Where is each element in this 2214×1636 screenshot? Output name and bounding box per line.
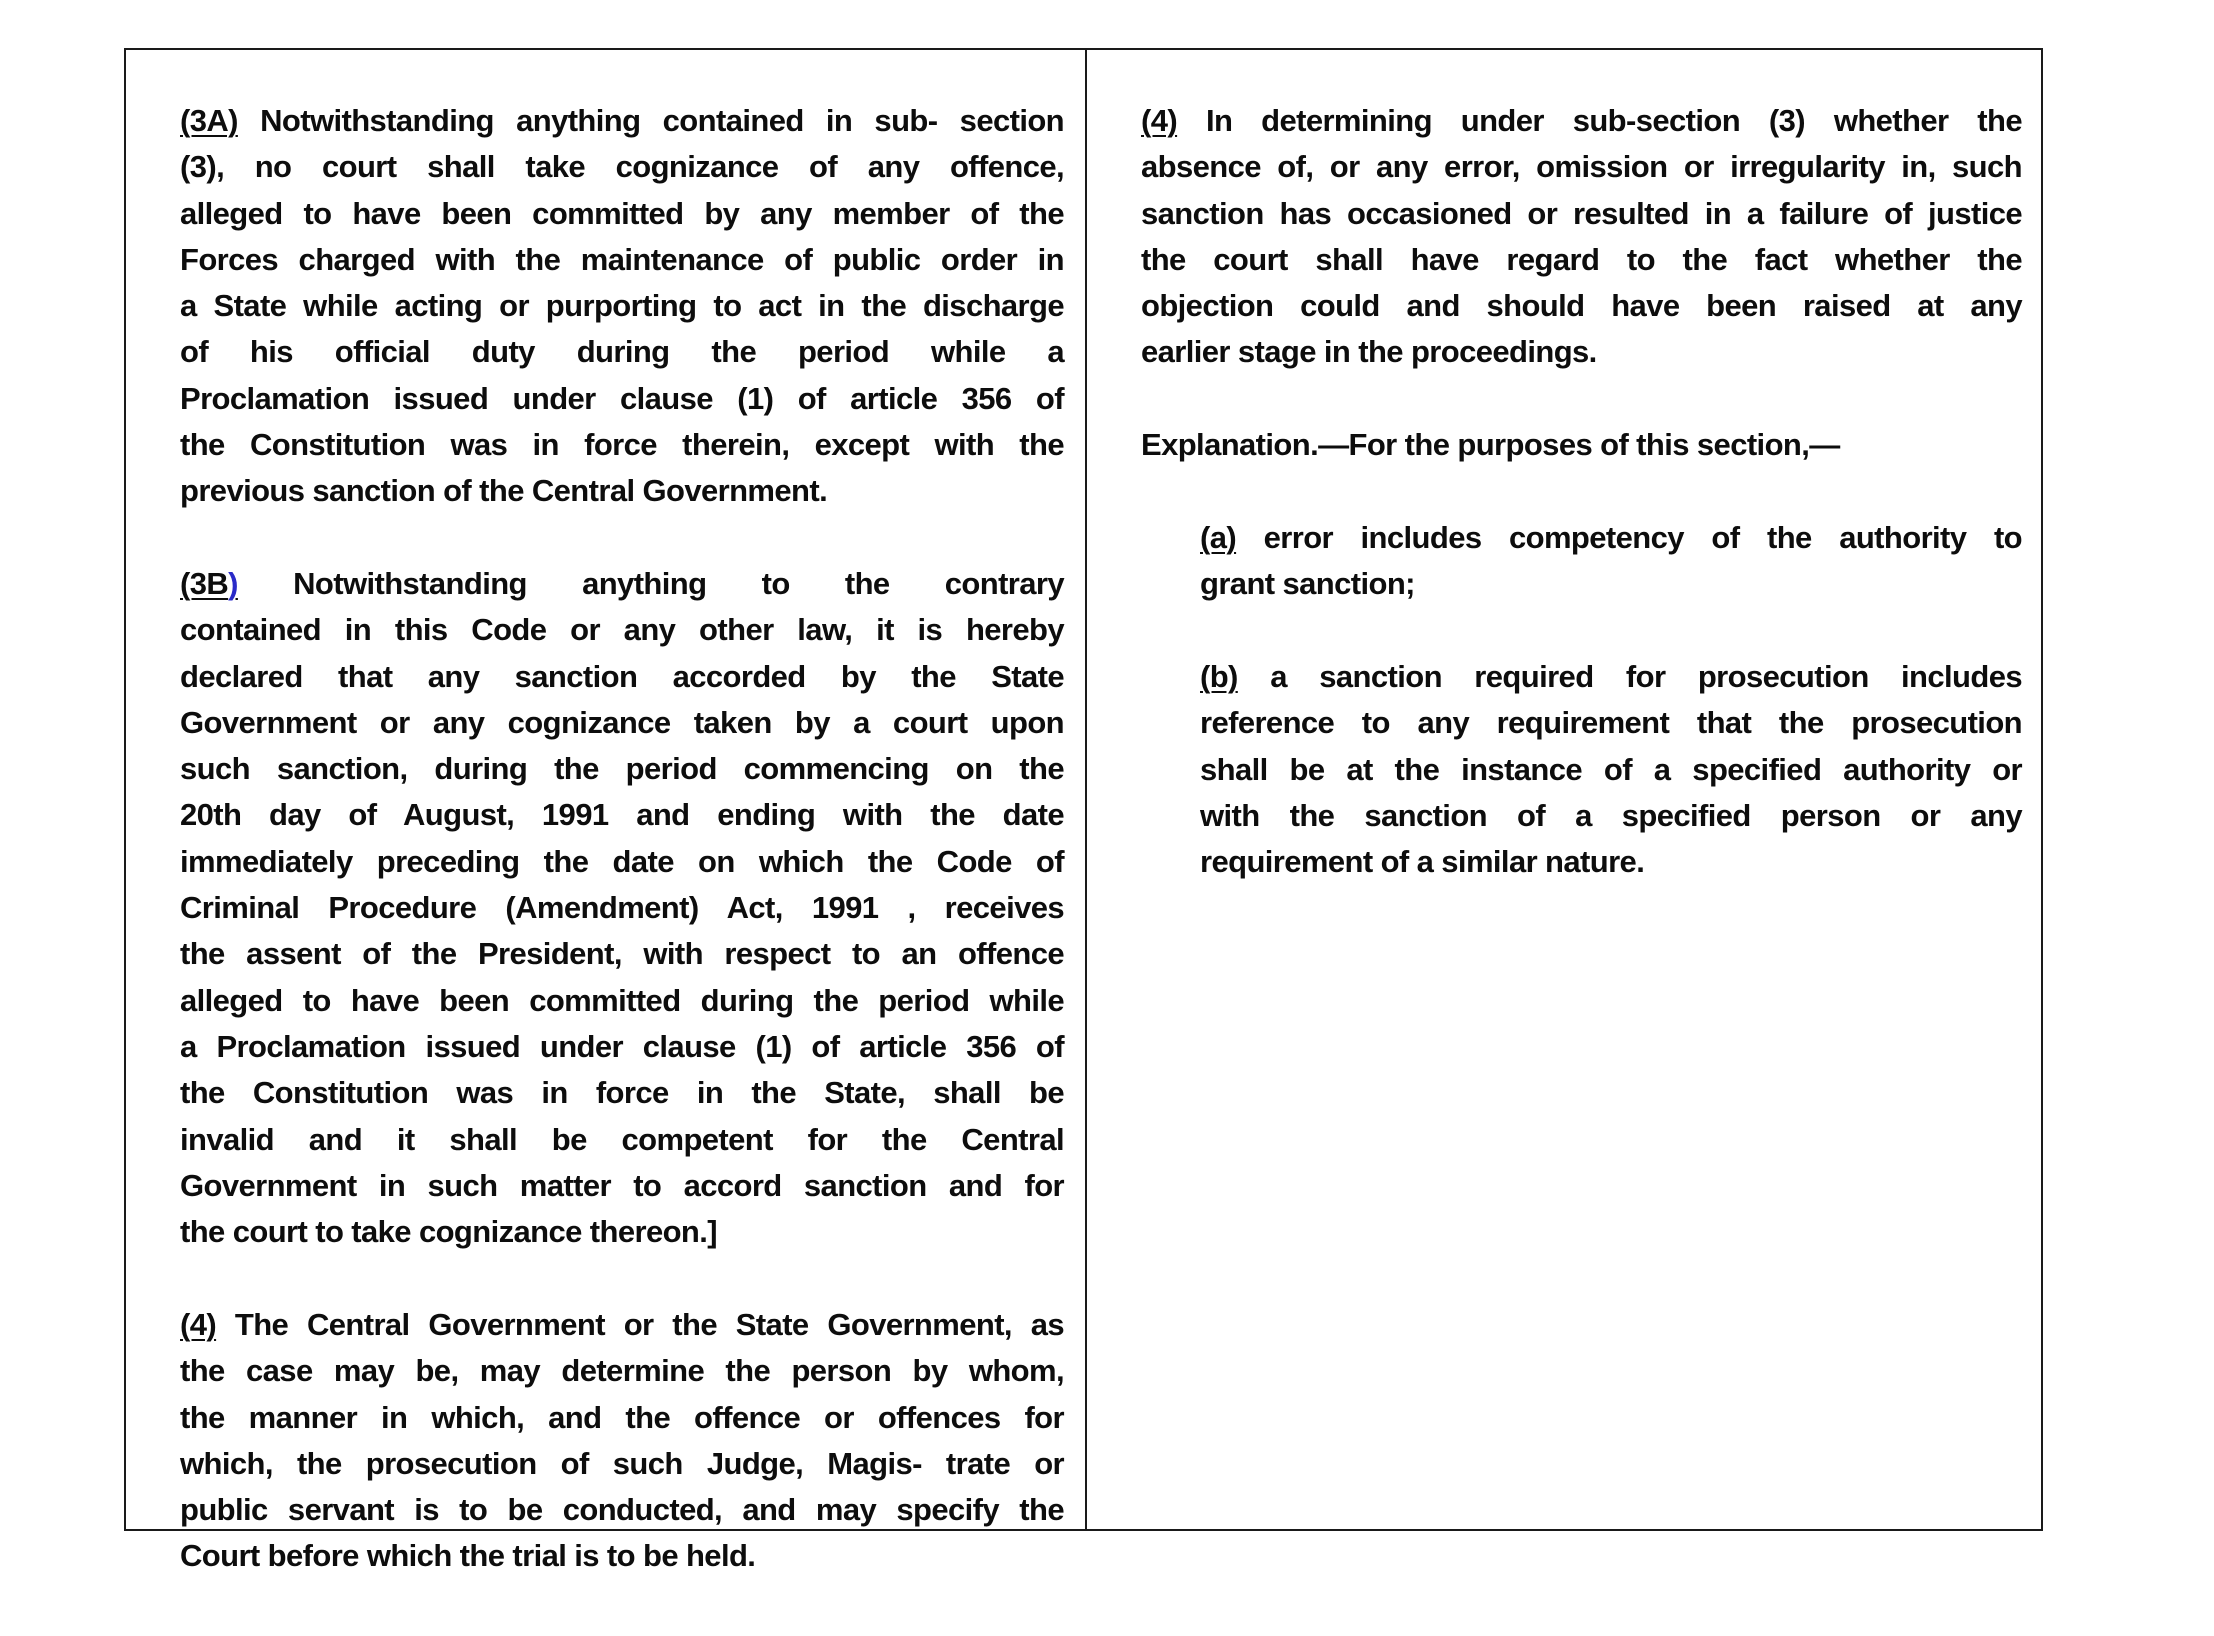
explanation-item-b: [1200, 654, 2022, 885]
section-label-4: (4): [180, 1307, 217, 1342]
line-text: The Central Government or the State Government, as: [234, 1307, 1065, 1342]
text-line: reference to any requirement that the prosecution: [1200, 705, 2022, 741]
text-line: [180, 98, 1064, 144]
explanation-item-a: [1200, 515, 2022, 608]
label-link-paren[interactable]: ): [228, 566, 238, 601]
text-line: contained in this Code or any other law, it is hereby: [180, 612, 1064, 648]
text-line: objection could and should have been raised at any: [1141, 288, 2022, 324]
text-line: the court to take cognizance thereon.]: [180, 1214, 718, 1250]
explanation-heading: [1141, 422, 2022, 468]
text-line: Proclamation issued under clause (1) of article 356 of: [180, 380, 1064, 416]
text-line-clipped: Court before which the trial is to be held.: [180, 1538, 756, 1574]
text-line: [1200, 515, 2022, 561]
text-line: Government or any cognizance taken by a court upon: [180, 704, 1064, 740]
text-line: [1141, 98, 2022, 144]
text-line: the Constitution was in force therein, except with the: [180, 427, 1064, 463]
item-label-a: (a): [1200, 520, 1237, 555]
line-text: error includes competency of the authority to: [1263, 520, 2022, 555]
column-divider: [1085, 50, 1087, 1529]
text-line: Criminal Procedure (Amendment) Act, 1991 , receives: [180, 890, 1064, 926]
paragraph-3a: [180, 98, 1064, 515]
document-page-frame: [124, 48, 2043, 1574]
paragraph-4-left: [180, 1302, 1064, 1580]
text-line: Explanation.—For the purposes of this section,—: [1141, 427, 1840, 462]
text-line: of his official duty during the period while a: [180, 334, 1064, 370]
text-line: alleged to have been committed during the period while: [180, 982, 1064, 1018]
text-line: requirement of a similar nature.: [1200, 844, 1645, 880]
text-line: immediately preceding the date on which the Code of: [180, 843, 1064, 879]
text-line: sanction has occasioned or resulted in a failure of justice: [1141, 195, 2022, 231]
text-line: such sanction, during the period commencing on the: [180, 751, 1064, 787]
text-line: previous sanction of the Central Government.: [180, 473, 828, 509]
text-line: absence of, or any error, omission or irregularity in, such: [1141, 149, 2022, 185]
text-line: which, the prosecution of such Judge, Magis- trate or: [180, 1445, 1064, 1481]
paragraph-4-right: [1141, 98, 2022, 376]
text-line: a Proclamation issued under clause (1) of article 356 of: [180, 1028, 1064, 1064]
left-column: [180, 50, 1065, 1574]
line-text: a sanction required for prosecution includes: [1270, 659, 2023, 694]
text-line: Government in such matter to accord sanction and for: [180, 1167, 1064, 1203]
right-column: [1141, 50, 2022, 1529]
text-line: Forces charged with the maintenance of public order in: [180, 241, 1064, 277]
paragraph-3b: [180, 561, 1064, 1255]
text-line: 20th day of August, 1991 and ending with the date: [180, 797, 1064, 833]
text-line: the court shall have regard to the fact whether the: [1141, 241, 2022, 277]
text-line: public servant is to be conducted, and may specify the: [180, 1492, 1064, 1528]
text-line: invalid and it shall be competent for the Central: [180, 1121, 1064, 1157]
section-label-4: (4): [1141, 103, 1178, 138]
text-line: [180, 1302, 1064, 1348]
text-line: (3), no court shall take cognizance of any offence,: [180, 149, 1064, 185]
section-label-3b: [180, 566, 238, 601]
text-line: a State while acting or purporting to act in the discharge: [180, 288, 1064, 324]
label-text: (3B: [180, 566, 229, 601]
text-line: grant sanction;: [1200, 566, 1415, 602]
text-line: the manner in which, and the offence or offences for: [180, 1399, 1064, 1435]
line-text: In determining under sub-section (3) whether the: [1205, 103, 2023, 138]
text-line: the case may be, may determine the person by whom,: [180, 1353, 1064, 1389]
line-text: Notwithstanding anything to the contrary: [293, 566, 1065, 601]
text-line: [180, 561, 1064, 607]
line-text: Notwithstanding anything contained in sub- section: [260, 103, 1065, 138]
text-line: the Constitution was in force in the State, shall be: [180, 1075, 1064, 1111]
text-line: declared that any sanction accorded by the State: [180, 658, 1064, 694]
item-label-b: (b): [1200, 659, 1238, 694]
text-line: alleged to have been committed by any member of the: [180, 195, 1064, 231]
section-label-3a: (3A): [180, 103, 238, 138]
text-line: [1200, 654, 2022, 700]
text-line: the assent of the President, with respect to an offence: [180, 936, 1064, 972]
text-line: earlier stage in the proceedings.: [1141, 334, 1597, 370]
text-line: shall be at the instance of a specified authority or: [1200, 751, 2022, 787]
text-line: with the sanction of a specified person or any: [1200, 797, 2022, 833]
